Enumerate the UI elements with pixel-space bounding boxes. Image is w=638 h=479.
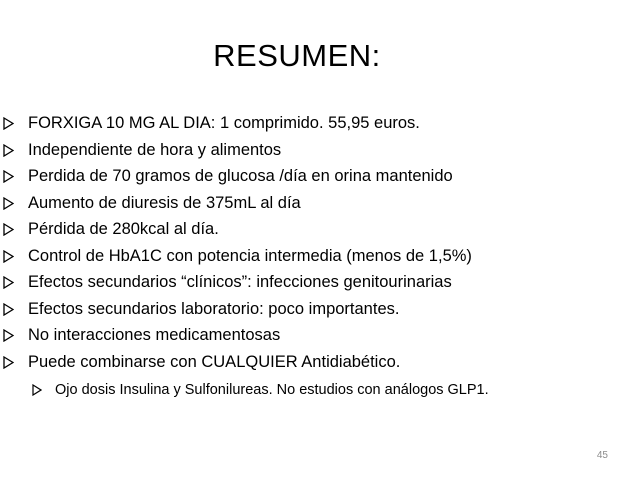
arrow-bullet-icon [3, 269, 15, 296]
bullet-text: No interacciones medicamentosas [28, 326, 281, 344]
page-number: 45 [596, 450, 608, 461]
bullet-item [0, 110, 638, 137]
arrow-bullet-icon [3, 137, 15, 164]
bullet-text: Aumento de diuresis de 375mL al día [28, 193, 301, 212]
arrow-bullet-icon [3, 110, 15, 137]
arrow-bullet-icon [3, 296, 15, 323]
slide-title: RESUMEN: [213, 38, 381, 73]
arrow-bullet-icon [3, 190, 15, 217]
arrow-bullet-icon [3, 216, 15, 243]
bullet-text: Efectos secundarios laboratorio: poco importantes. [28, 299, 400, 318]
arrow-bullet-icon [3, 243, 15, 270]
bullet-text: FORXIGA 10 MG AL DIA: 1 comprimido. 55,95 euros. [28, 114, 420, 132]
arrow-bullet-icon [32, 377, 43, 403]
bullet-list [0, 110, 638, 403]
bullet-text: Control de HbA1C con potencia intermedia (menos de 1,5%) [28, 246, 472, 265]
arrow-bullet-icon [3, 349, 15, 376]
bullet-text: Pérdida de 280kcal al día. [28, 220, 219, 238]
bullet-text: Independiente de hora y alimentos [28, 140, 282, 159]
bullet-item [0, 269, 638, 296]
bullet-item [0, 296, 638, 323]
bullet-item [0, 349, 638, 376]
bullet-item [0, 137, 638, 164]
bullet-item [0, 190, 638, 217]
bullet-item [0, 322, 638, 349]
sub-bullet-text: Ojo dosis Insulina y Sulfonilureas. No estudios con análogos GLP1. [55, 382, 489, 398]
bullet-item [0, 243, 638, 270]
arrow-bullet-icon [3, 322, 15, 349]
arrow-bullet-icon [3, 163, 15, 190]
bullet-item [0, 216, 638, 243]
bullet-text: Puede combinarse con CUALQUIER Antidiabético. [28, 352, 401, 371]
sub-bullet-item [0, 377, 638, 403]
bullet-text: Efectos secundarios “clínicos”: infecciones genitourinarias [28, 273, 452, 291]
bullet-text: Perdida de 70 gramos de glucosa /día en orina mantenido [28, 167, 453, 185]
bullet-item [0, 163, 638, 190]
